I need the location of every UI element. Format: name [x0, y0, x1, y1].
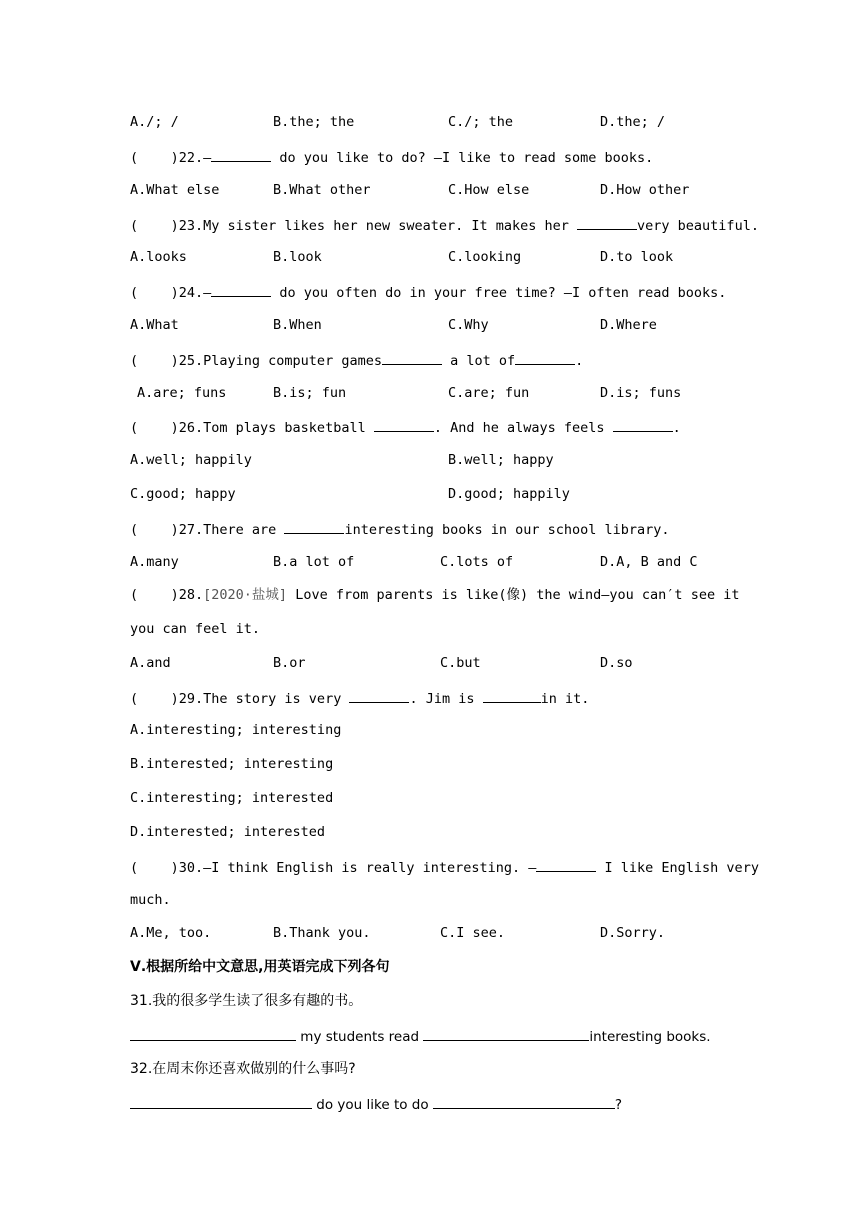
question-31-prompt: 31.我的很多学生读了很多有趣的书。 — [130, 993, 363, 1009]
q27-option-c: C.lots of — [440, 554, 514, 570]
answer-blank — [130, 1093, 312, 1109]
q26-option-c: C.good; happy — [130, 486, 236, 502]
answer-blank — [483, 687, 541, 703]
q29-option-d: D.interested; interested — [130, 824, 326, 840]
answer-blank — [211, 281, 271, 297]
q23-option-b: B.look — [273, 249, 322, 265]
question-28-continued: you can feel it. — [130, 621, 261, 637]
q27-option-b: B.a lot of — [273, 554, 355, 570]
q29-option-c: C.interesting; interested — [130, 790, 334, 806]
q30-option-b: B.Thank you. — [273, 925, 371, 941]
answer-blank — [284, 518, 344, 534]
q22-option-c: C.How else — [448, 182, 530, 198]
q30-option-a: A.Me, too. — [130, 925, 212, 941]
q24-option-d: D.Where — [600, 317, 657, 333]
question-28: ( )28.[2020·盐城] Love from parents is like(像) the wind—you can′t see it — [130, 587, 740, 603]
answer-blank — [536, 856, 596, 872]
q23-option-d: D.to look — [600, 249, 674, 265]
answer-blank — [515, 349, 575, 365]
q28-option-b: B.or — [273, 655, 306, 671]
q22-option-a: A.What else — [130, 182, 220, 198]
q26-option-a: A.well; happily — [130, 452, 252, 468]
q24-option-c: C.Why — [448, 317, 489, 333]
q21-option-b: B.the; the — [273, 114, 355, 130]
question-32-answer-line: do you like to do ? — [130, 1093, 622, 1115]
q30-option-c: C.I see. — [440, 925, 506, 941]
q24-option-a: A.What — [130, 317, 179, 333]
question-26: ( )26.Tom plays basketball . And he always feels . — [130, 416, 681, 438]
q27-option-a: A.many — [130, 554, 179, 570]
q25-option-d: D.is; funs — [600, 385, 682, 401]
q25-option-a: A.are; funs — [137, 385, 227, 401]
answer-blank — [130, 1025, 296, 1041]
q28-option-a: A.and — [130, 655, 171, 671]
q23-option-c: C.looking — [448, 249, 522, 265]
answer-blank — [433, 1093, 615, 1109]
q29-option-a: A.interesting; interesting — [130, 722, 342, 738]
q22-option-d: D.How other — [600, 182, 690, 198]
q27-option-d: D.A, B and C — [600, 554, 698, 570]
answer-blank — [382, 349, 442, 365]
q22-option-b: B.What other — [273, 182, 371, 198]
q30-option-d: D.Sorry. — [600, 925, 666, 941]
q24-option-b: B.When — [273, 317, 322, 333]
answer-blank — [374, 416, 434, 432]
q29-option-b: B.interested; interesting — [130, 756, 334, 772]
q25-option-c: C.are; fun — [448, 385, 530, 401]
q26-option-b: B.well; happy — [448, 452, 554, 468]
question-24: ( )24.— do you often do in your free time? —I often read books. — [130, 281, 726, 303]
section-heading: Ⅴ.根据所给中文意思,用英语完成下列各句 — [130, 959, 390, 975]
q28-option-d: D.so — [600, 655, 633, 671]
answer-blank — [577, 214, 637, 230]
q23-option-a: A.looks — [130, 249, 187, 265]
answer-blank — [349, 687, 409, 703]
question-32-prompt: 32.在周末你还喜欢做别的什么事吗? — [130, 1061, 356, 1077]
q28-option-c: C.but — [440, 655, 481, 671]
question-31-answer-line: my students read interesting books. — [130, 1025, 711, 1047]
answer-blank — [613, 416, 673, 432]
question-27: ( )27.There are interesting books in our school library. — [130, 518, 670, 540]
question-22: ( )22.— do you like to do? —I like to read some books. — [130, 146, 653, 168]
q26-option-d: D.good; happily — [448, 486, 570, 502]
question-30: ( )30.—I think English is really interesting. — I like English very — [130, 856, 759, 878]
question-25: ( )25.Playing computer games a lot of . — [130, 349, 583, 371]
answer-blank — [211, 146, 271, 162]
q25-option-b: B.is; fun — [273, 385, 347, 401]
question-30-continued: much. — [130, 892, 171, 908]
q21-option-a: A./; / — [130, 114, 179, 130]
source-tag: [2020·盐城] — [203, 587, 288, 603]
answer-blank — [423, 1025, 589, 1041]
question-23: ( )23.My sister likes her new sweater. It makes her very beautiful. — [130, 214, 759, 236]
q21-option-c: C./; the — [448, 114, 514, 130]
q21-option-d: D.the; / — [600, 114, 666, 130]
question-29: ( )29.The story is very . Jim is in it. — [130, 687, 589, 709]
